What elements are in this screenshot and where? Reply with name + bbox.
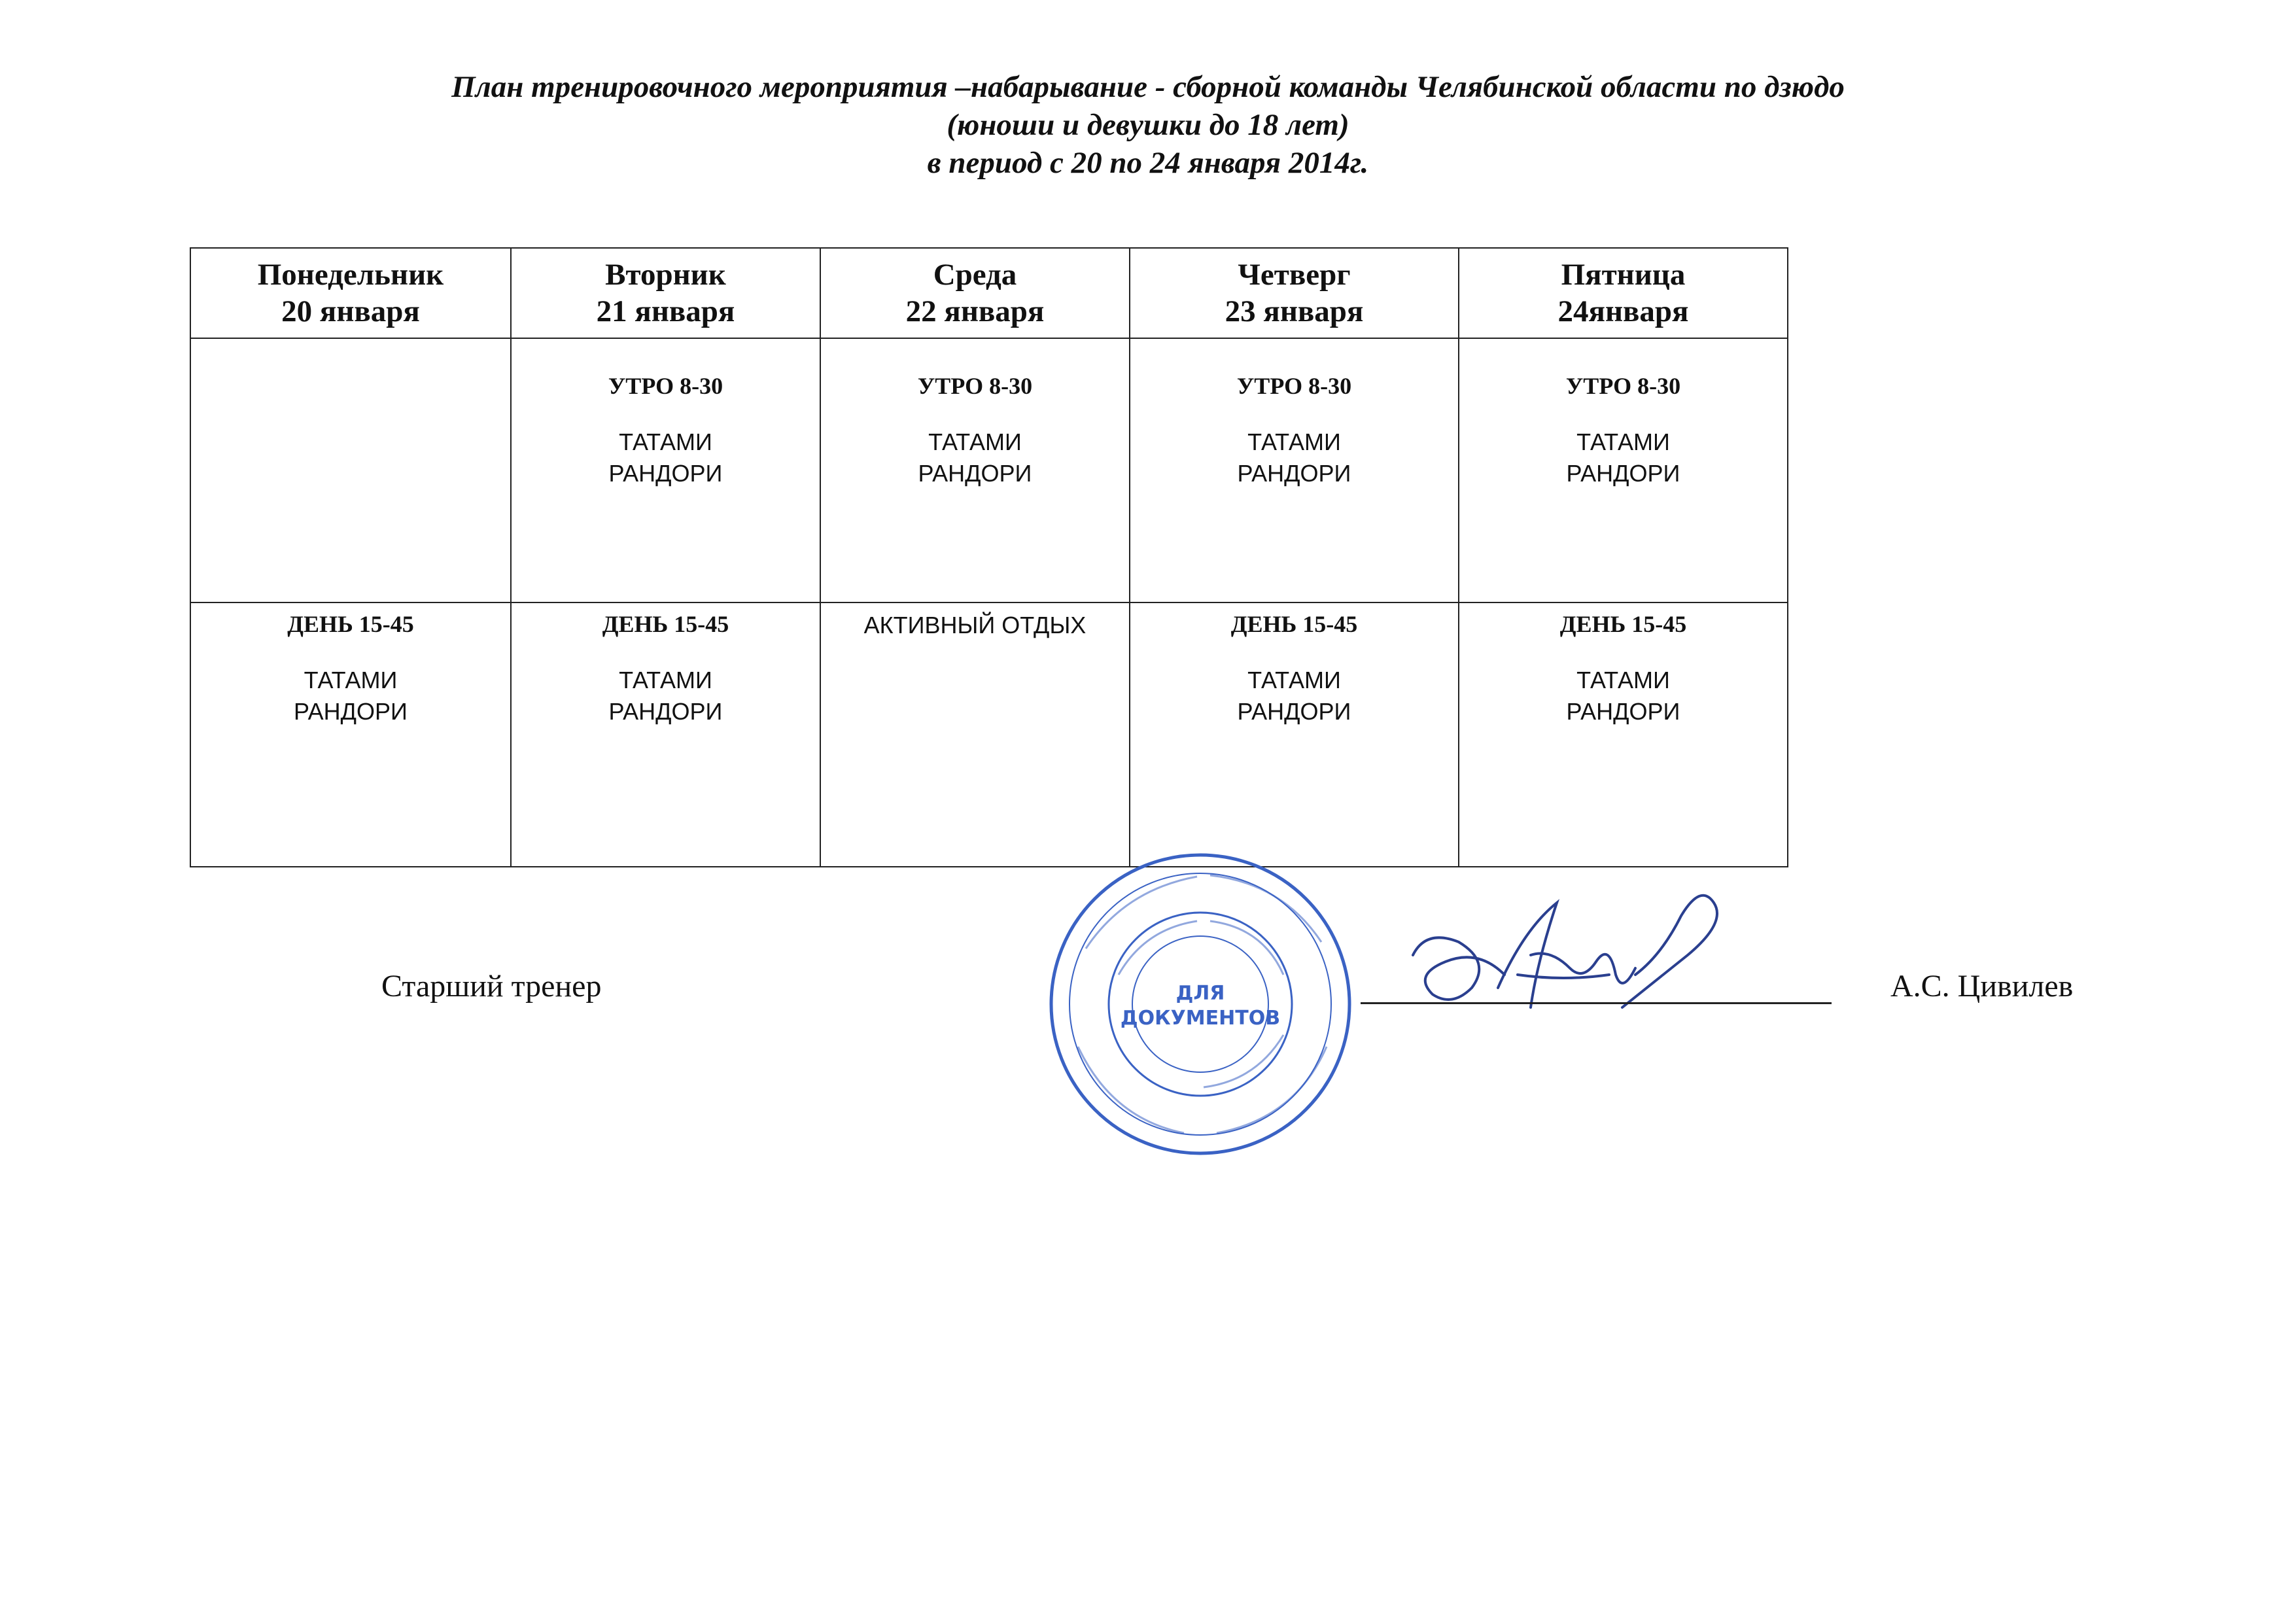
schedule-cell [820,338,1130,602]
day-header: Пятница 24января [1459,248,1788,338]
title-line-3: в период с 20 по 24 января 2014г. [927,146,1369,180]
session-time: ДЕНЬ 15-45 [1230,611,1358,637]
day-header: Понедельник 20 января [190,248,511,338]
session-time: ДЕНЬ 15-45 [602,611,729,637]
session-time: УТРО 8-30 [608,373,723,399]
official-stamp [1047,850,1354,1158]
day-header: Четверг 23 января [1130,248,1459,338]
session-activity: РАНДОРИ [1566,460,1680,487]
schedule-cell [1459,602,1788,867]
schedule-cell [1459,338,1788,602]
session-time: УТРО 8-30 [1565,373,1681,399]
session-time: УТРО 8-30 [917,373,1033,399]
stamp-text-1: ДЛЯ [1175,982,1225,1005]
session-activity: РАНДОРИ [1237,698,1351,725]
schedule-cell [511,602,820,867]
handwritten-signature [1400,877,1740,1047]
session-time: ДЕНЬ 15-45 [287,611,414,637]
day-header: Среда 22 января [820,248,1130,338]
session-place: ТАТАМИ [928,428,1022,455]
morning-row [190,338,1788,602]
training-schedule-table [190,247,1788,867]
session-place: ТАТАМИ [1576,667,1670,693]
header-row [190,248,1788,338]
title-line-1: План тренировочного мероприятия –набарывание - сборной команды Челябинской области по дзюдо [451,70,1845,104]
schedule-cell [1130,602,1459,867]
session-activity: РАНДОРИ [608,698,723,725]
schedule-cell [820,602,1130,867]
session-activity: РАНДОРИ [1566,698,1680,725]
session-place: ТАТАМИ [1576,428,1670,455]
title-line-2: (юноши и девушки до 18 лет) [947,108,1349,142]
session-place: ТАТАМИ [619,667,712,693]
session-activity: РАНДОРИ [1237,460,1351,487]
schedule-cell [1130,338,1459,602]
document-title [0,68,2296,182]
session-time: УТРО 8-30 [1236,373,1352,399]
coach-name: А.С. Цивилев [1890,969,2074,1003]
session-time: ДЕНЬ 15-45 [1559,611,1687,637]
schedule-cell [511,338,820,602]
session-activity: РАНДОРИ [608,460,723,487]
afternoon-row [190,602,1788,867]
schedule-cell [190,602,511,867]
signature-line [1361,1002,1832,1004]
session-place: ТАТАМИ [619,428,712,455]
session-place: ТАТАМИ [1247,428,1341,455]
session-activity: РАНДОРИ [294,698,408,725]
session-note: АКТИВНЫЙ ОТДЫХ [863,612,1087,638]
session-place: ТАТАМИ [304,667,398,693]
day-header: Вторник 21 января [511,248,820,338]
session-place: ТАТАМИ [1247,667,1341,693]
position-label: Старший тренер [381,969,602,1003]
stamp-text-2: ДОКУМЕНТОВ [1120,1007,1281,1030]
schedule-cell [190,338,511,602]
session-activity: РАНДОРИ [918,460,1032,487]
